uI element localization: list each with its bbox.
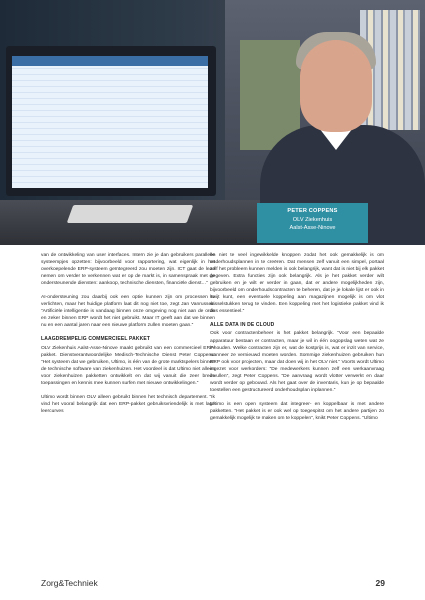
- left-column: [41, 252, 215, 422]
- photo-keyboard: [67, 205, 194, 223]
- page-number: 29: [375, 578, 385, 588]
- photo-monitor-screen: [12, 56, 208, 188]
- right-column: [210, 252, 384, 429]
- photo-person-head: [300, 40, 372, 132]
- caption-org-line2: Aalst-Asse-Ninove: [289, 225, 336, 231]
- caption-org-line1: OLV Ziekenhuis: [292, 217, 333, 223]
- photo-caption: [257, 203, 368, 243]
- photo-screen-titlebar: [12, 56, 208, 66]
- left-paragraph-1: van de ontwikkeling van user interfaces. Intern zie je dan gebruikers parallelle systeempjes opzetten: bijvoorbeeld voor rapportering, wat eigenlijk in het overkoepelende ERP-systeem geïntegreerd zou moeten zijn. ICT gaat de lead nemen om verder te verkennen wat er op de markt is, in samenspraak met de ondersteunende diensten: aankoop, technische diensten, financiële dienst…”: [41, 253, 215, 287]
- magazine-brand: Zorg&Techniek: [41, 578, 98, 588]
- right-paragraph-1: en niet te veel ingewikkelde knoppen zodat het ook gemakkelijk is om onderhoudsplannen in te creëren. Dat mensen zelf vanuit een simpel, portaal zelf het probleem kunnen melden is ook belangrijk, want dat is niet bij elk pakket gegeven. Extra functies zijn ook belangrijk. Als je het pakket verder wilt gebruiken en je wilt er verder in gaan, dat er andere mogelijkheden zijn, bijvoorbeeld om onderhoudscontracten te beheren, dat je je lokale lijst er ook in kwijt kunt, een eventuele koppeling aan magazijnen mogelijk is om vlot wisselstukken terug te vinden. Een koppeling met het logistieke pakket vind ik dus essentieel.”: [210, 253, 384, 315]
- left-paragraph-2: AI-ondersteuning zou daarbij ook een optie kunnen zijn om processen te verlichten, maar het huidige platform laat dit nog niet toe, zegt Jan Vanrusselt. “Artificiële intelligentie is vandaag binnen onze omgeving nog niet aan de orde en zeker binnen ERP wordt het niet gebruikt. Maar IT geeft aan dat we binnen nu en een aantal jaren naar een nieuwe platform zullen moeten gaan.”: [41, 295, 215, 329]
- right-paragraph-3: Ultimo is een open systeem dat integreer- en koppelbaar is met andere pakketten. “Het pakket is er ook wel op toegespitst om het andere partijen zo gemakkelijk mogelijk te maken om te koppelen”, knikt Peter Coppens. “Ultimo: [210, 401, 384, 421]
- left-paragraph-3: OLV Ziekenhuis Aalst-Asse-Ninove maakt gebruikt van een commercieel ERP-pakket. Dienstverantwoordelijke Medisch-Technische Dienst Peter Coppens: “Het systeem dat we gebruiken, Ultimo, is één van de grote marktspelers binnen de technische software van ziekenhuizen. Het voordeel is dat Ultimo niet alleen voor ziekenhuizen pakketten ontwikkelt en dat wij vanuit die zeer brede toepassingen en kennis mee kunnen surfen met nieuwe ontwikkelingen.”: [41, 345, 215, 386]
- page-footer: [41, 578, 385, 594]
- article-photo: [0, 0, 425, 245]
- caption-name: PETER COPPENS: [287, 208, 338, 214]
- right-paragraph-2: Ook voor contractenbeheer is het pakket belangrijk. “Voor een bepaalde apparatuur bestaan er contracten, maar je wil in één oogopslag weten wat ze inhouden. Welke contracten zijn er, wat de kostprijs is, wat er inzit van service, wanneer ze vernieuwd moeten worden. Sommige ziekenhuizen gebruiken hun ERP ook voor projecten, maar dat doen wij in het OLV niet.” Voorts wordt Ultimo ingezet voor werkorders: “De medewerkers kunnen zelf een werkaanvraag invullen”, zegt Peter Coppens. “De aanvraag wordt vlotter verwerkt en daar wordt verder op gebouwd. Als het gaat over de inventaris, kun je op bepaalde toestellen een gestructureerd onderhoudsplan inplannen.”: [210, 331, 384, 393]
- left-section-heading: LAAGDREMPELIG COMMERCIEEL PAKKET: [41, 336, 151, 343]
- right-section-heading: ALLE DATA IN DE CLOUD: [210, 322, 275, 329]
- left-paragraph-4: Ultimo wordt binnen OLV alleen gebruikt binnen het technisch departement. “Ik vind het vooral belangrijk dat een ERP-pakket gebruiksvriendelijk is met lage leercurves: [41, 394, 215, 414]
